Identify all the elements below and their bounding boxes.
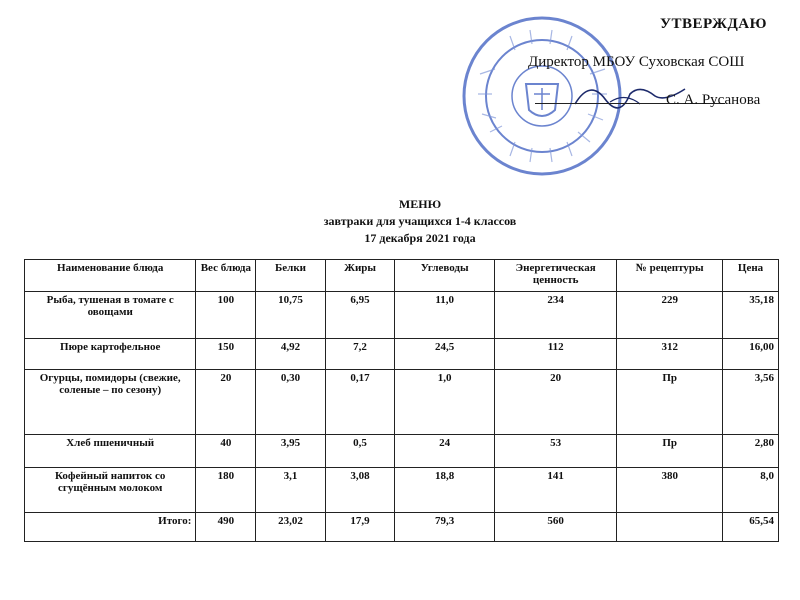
- price-cell: 35,18: [723, 292, 779, 339]
- energy-cell: 53: [495, 435, 617, 468]
- protein-cell: 0,30: [256, 370, 325, 435]
- approval-title: УТВЕРЖДАЮ: [660, 16, 768, 32]
- col-header: Жиры: [325, 260, 395, 292]
- price-cell: 3,56: [723, 370, 779, 435]
- recipe-cell: 229: [617, 292, 723, 339]
- dish-name: Хлеб пшеничный: [25, 435, 196, 468]
- col-header: Белки: [256, 260, 325, 292]
- fat-cell: 0,17: [325, 370, 395, 435]
- dish-name: Кофейный напиток со сгущённым молоком: [25, 468, 196, 513]
- col-header: Наименование блюда: [25, 260, 196, 292]
- protein-cell: 4,92: [256, 339, 325, 370]
- menu-subtitle: завтраки для учащихся 1-4 классов: [323, 214, 517, 228]
- table-row: [25, 468, 779, 513]
- carbs-cell: 24: [395, 435, 495, 468]
- total-recipe: [617, 513, 723, 542]
- price-cell: 16,00: [723, 339, 779, 370]
- total-fat: 17,9: [325, 513, 395, 542]
- energy-cell: 234: [495, 292, 617, 339]
- fat-cell: 7,2: [325, 339, 395, 370]
- fat-cell: 3,08: [325, 468, 395, 513]
- carbs-cell: 24,5: [395, 339, 495, 370]
- protein-cell: 3,95: [256, 435, 325, 468]
- weight-cell: 40: [196, 435, 256, 468]
- menu-date: 17 декабря 2021 года: [364, 231, 476, 245]
- col-header: Цена: [723, 260, 779, 292]
- table-row: [25, 339, 779, 370]
- price-cell: 8,0: [723, 468, 779, 513]
- weight-cell: 180: [196, 468, 256, 513]
- total-label: Итого:: [25, 513, 196, 542]
- total-price: 65,54: [723, 513, 779, 542]
- carbs-cell: 11,0: [395, 292, 495, 339]
- fat-cell: 0,5: [325, 435, 395, 468]
- menu-title: МЕНЮ: [398, 197, 442, 211]
- total-energy: 560: [495, 513, 617, 542]
- recipe-cell: Пр: [617, 435, 723, 468]
- recipe-cell: Пр: [617, 370, 723, 435]
- dish-name: Огурцы, помидоры (свежие, соленые – по сезону): [25, 370, 196, 435]
- dish-name: Рыба, тушеная в томате с овощами: [25, 292, 196, 339]
- col-header: Углеводы: [395, 260, 495, 292]
- director-name: С. А. Русанова: [666, 92, 761, 108]
- col-header: Вес блюда: [196, 260, 256, 292]
- total-protein: 23,02: [256, 513, 325, 542]
- col-header: Энергетическая ценность: [495, 260, 617, 292]
- menu-table: [24, 259, 779, 542]
- menu-title-block: [0, 196, 800, 247]
- table-row: [25, 370, 779, 435]
- price-cell: 2,80: [723, 435, 779, 468]
- protein-cell: 3,1: [256, 468, 325, 513]
- table-row: [25, 435, 779, 468]
- approval-block: [460, 6, 790, 176]
- energy-cell: 141: [495, 468, 617, 513]
- weight-cell: 150: [196, 339, 256, 370]
- total-row: [25, 513, 779, 542]
- energy-cell: 112: [495, 339, 617, 370]
- carbs-cell: 18,8: [395, 468, 495, 513]
- recipe-cell: 312: [617, 339, 723, 370]
- total-weight: 490: [196, 513, 256, 542]
- recipe-cell: 380: [617, 468, 723, 513]
- director-title: Директор МБОУ Суховская СОШ: [528, 54, 745, 70]
- table-row: [25, 292, 779, 339]
- total-carbs: 79,3: [395, 513, 495, 542]
- protein-cell: 10,75: [256, 292, 325, 339]
- col-header: № рецептуры: [617, 260, 723, 292]
- table-header-row: [25, 260, 779, 292]
- fat-cell: 6,95: [325, 292, 395, 339]
- dish-name: Пюре картофельное: [25, 339, 196, 370]
- carbs-cell: 1,0: [395, 370, 495, 435]
- energy-cell: 20: [495, 370, 617, 435]
- weight-cell: 100: [196, 292, 256, 339]
- weight-cell: 20: [196, 370, 256, 435]
